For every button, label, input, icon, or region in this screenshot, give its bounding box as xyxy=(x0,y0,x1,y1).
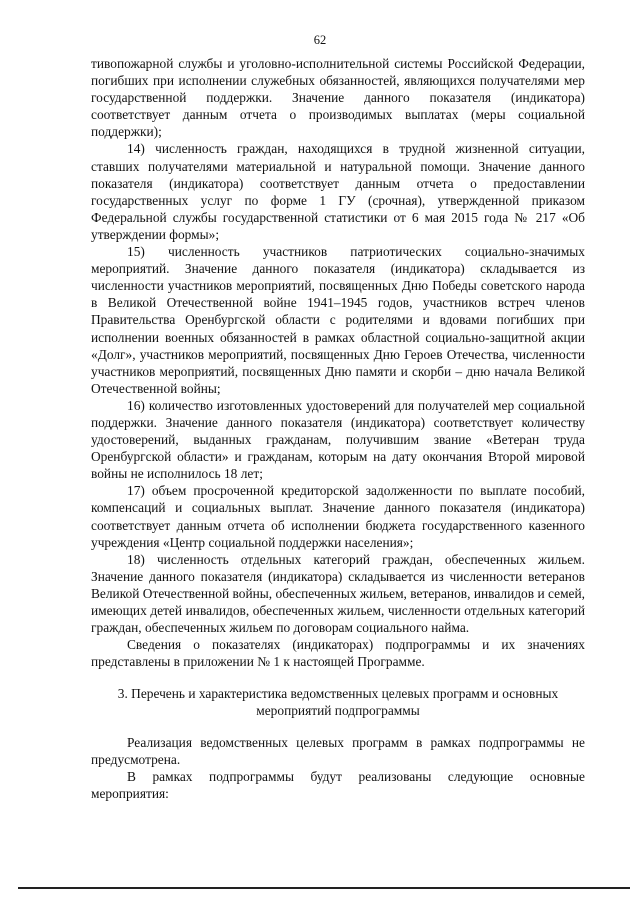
page-number: 62 xyxy=(313,33,327,47)
paragraph-programs-not-provided: Реализация ведомственных целевых программ в рамках подпрограммы не предусмотрена. xyxy=(91,734,585,767)
page-bottom-rule xyxy=(18,887,630,889)
paragraph-item-15: 15) численность участников патриотических социально-значимых мероприятий. Значение данного показателя (индикатора) складывается из численности участников мероприятий, посвященных Дню Победы советского народа в Великой Отечественной войне 1941–1945 годов, участников встреч членов Правительства Оренбургской области с родителями и вдовами погибших при исполнении военных обязанностей в рамках областной социально-защитной акции «Долг», участников мероприятий, посвященных Дню Героев Отечества, численности участников мероприятий, посвященных Дню памяти и скорби – дню начала Великой Отечественной войны; xyxy=(91,244,585,396)
paragraph-item-17: 17) объем просроченной кредиторской задолженности по выплате пособий, компенсаций и социальных выплат. Значение данного показателя (индикатора) соответствует данным отчета об исполнении бюджета государственного казенного учреждения «Центр социальной поддержки населения»; xyxy=(91,483,585,550)
paragraph-main-activities-intro: В рамках подпрограммы будут реализованы следующие основные мероприятия: xyxy=(91,768,585,801)
paragraph-item-16: 16) количество изготовленных удостоверений для получателей мер социальной поддержки. Значение данного показателя (индикатора) соответствует количеству удостоверений, выданных гражданам, получившим звание «Ветеран труда Оренбургской области» и гражданам, которым на дату окончания Второй мировой войны не исполнилось 18 лет; xyxy=(91,397,585,482)
page-body xyxy=(91,55,585,802)
paragraph-item-18: 18) численность отдельных категорий граждан, обеспеченных жильем. Значение данного показателя (индикатора) складывается из численности ветеранов Великой Отечественной войны, обеспеченных жильем, ветеранов, инвалидов и семей, имеющих детей инвалидов, обеспеченных жильем, численности отдельных категорий граждан, обеспеченных жильем по договорам социального найма. xyxy=(91,551,585,636)
paragraph-indicators-reference: Сведения о показателях (индикаторах) подпрограммы и их значениях представлены в приложении № 1 к настоящей Программе. xyxy=(91,637,585,670)
paragraph-continuation: тивопожарной службы и уголовно-исполнительной системы Российской Федерации, погибших при исполнении служебных обязанностей, являющихся получателями мер государственной поддержки. Значение данного показателя (индикатора) соответствует данным отчета о производимых выплатах (меры социальной поддержки); xyxy=(91,56,585,140)
section-heading: 3. Перечень и характеристика ведомственных целевых программ и основных мероприятий подпрограммы xyxy=(117,686,559,719)
paragraph-item-14: 14) численность граждан, находящихся в трудной жизненной ситуации, ставших получателями материальной и натуральной помощи. Значение данного показателя (индикатора) соответствует данным отчета о предоставлении государственных услуг по форме 1 ГУ (срочная), утвержденной приказом Федеральной службы государственной статистики от 6 мая 2015 года № 217 «Об утверждении формы»; xyxy=(91,141,585,242)
